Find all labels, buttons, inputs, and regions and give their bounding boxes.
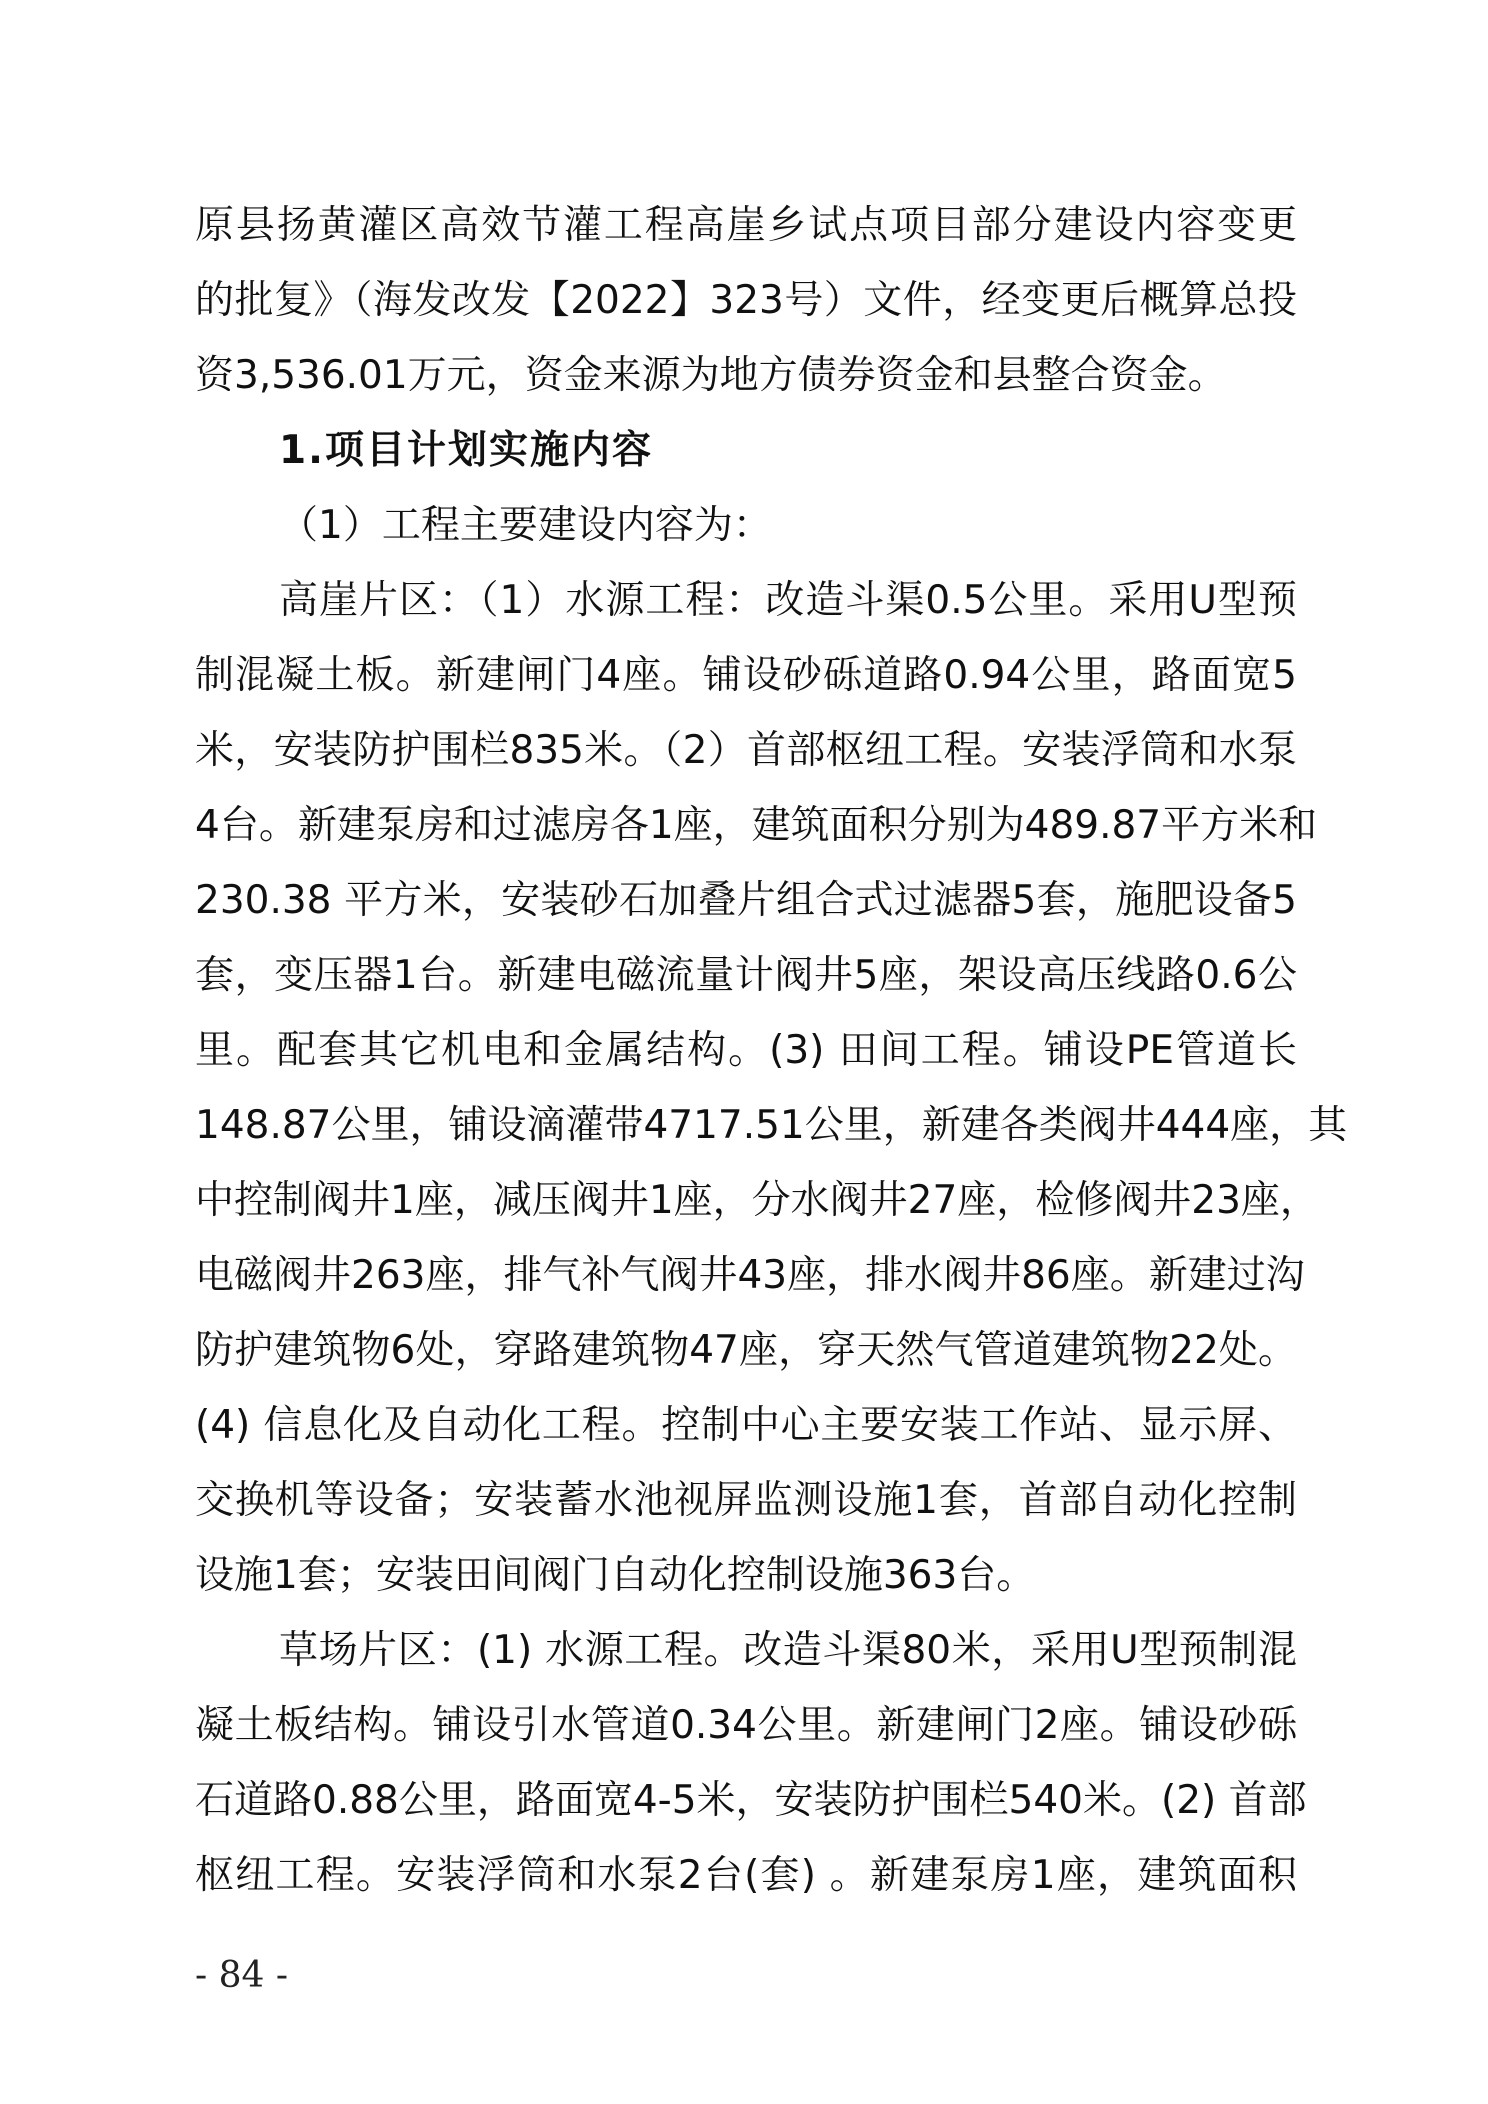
text-line: 交换机等设备；安装蓄水池视屏监测设施1套，首部自动化控制 xyxy=(195,1478,1297,1523)
text-line: 凝土板结构。铺设引水管道0.34公里。新建闸门2座。铺设砂砾 xyxy=(195,1703,1297,1748)
text-line: 制混凝土板。新建闸门4座。铺设砂砾道路0.94公里，路面宽5 xyxy=(195,653,1297,698)
text-line: 套，变压器1台。新建电磁流量计阀井5座，架设高压线路0.6公 xyxy=(195,953,1297,998)
text-line: 资3,536.01万元，资金来源为地方债券资金和县整合资金。 xyxy=(195,353,1227,398)
text-line: 石道路0.88公里，路面宽4-5米，安装防护围栏540米。(2) 首部 xyxy=(195,1778,1307,1823)
text-line: 电磁阀井263座，排气补气阀井43座，排水阀井86座。新建过沟 xyxy=(195,1253,1305,1298)
document-body xyxy=(195,188,1348,1913)
text-line: 的批复》（海发改发【2022】323号）文件，经变更后概算总投 xyxy=(195,278,1297,323)
text-line: (4) 信息化及自动化工程。控制中心主要安装工作站、显示屏、 xyxy=(195,1403,1297,1448)
text-line: 中控制阀井1座，减压阀井1座，分水阀井27座，检修阀井23座， xyxy=(195,1178,1319,1223)
text-line: 枢纽工程。安装浮筒和水泵2台(套) 。新建泵房1座，建筑面积 xyxy=(195,1853,1297,1898)
text-line: 4台。新建泵房和过滤房各1座，建筑面积分别为489.87平方米和 xyxy=(195,803,1318,848)
text-line: 防护建筑物6处，穿路建筑物47座，穿天然气管道建筑物22处。 xyxy=(195,1328,1297,1373)
section-heading: 1.项目计划实施内容 xyxy=(279,428,653,473)
page-number: - 84 - xyxy=(195,1955,289,1996)
text-line: 里。配套其它机电和金属结构。(3) 田间工程。铺设PE管道长 xyxy=(195,1028,1297,1073)
text-line: 设施1套；安装田间阀门自动化控制设施363台。 xyxy=(195,1553,1036,1598)
text-line: 原县扬黄灌区高效节灌工程高崖乡试点项目部分建设内容变更 xyxy=(195,203,1297,248)
text-line: 草场片区：(1) 水源工程。改造斗渠80米，采用U型预制混 xyxy=(279,1628,1297,1673)
text-line: 230.38 平方米，安装砂石加叠片组合式过滤器5套，施肥设备5 xyxy=(195,878,1297,923)
text-line: （1）工程主要建设内容为： xyxy=(279,503,772,548)
text-line: 高崖片区：（1）水源工程：改造斗渠0.5公里。采用U型预 xyxy=(279,578,1297,623)
text-line: 148.87公里，铺设滴灌带4717.51公里，新建各类阀井444座，其 xyxy=(195,1103,1348,1148)
text-line: 米，安装防护围栏835米。（2）首部枢纽工程。安装浮筒和水泵 xyxy=(195,728,1297,773)
